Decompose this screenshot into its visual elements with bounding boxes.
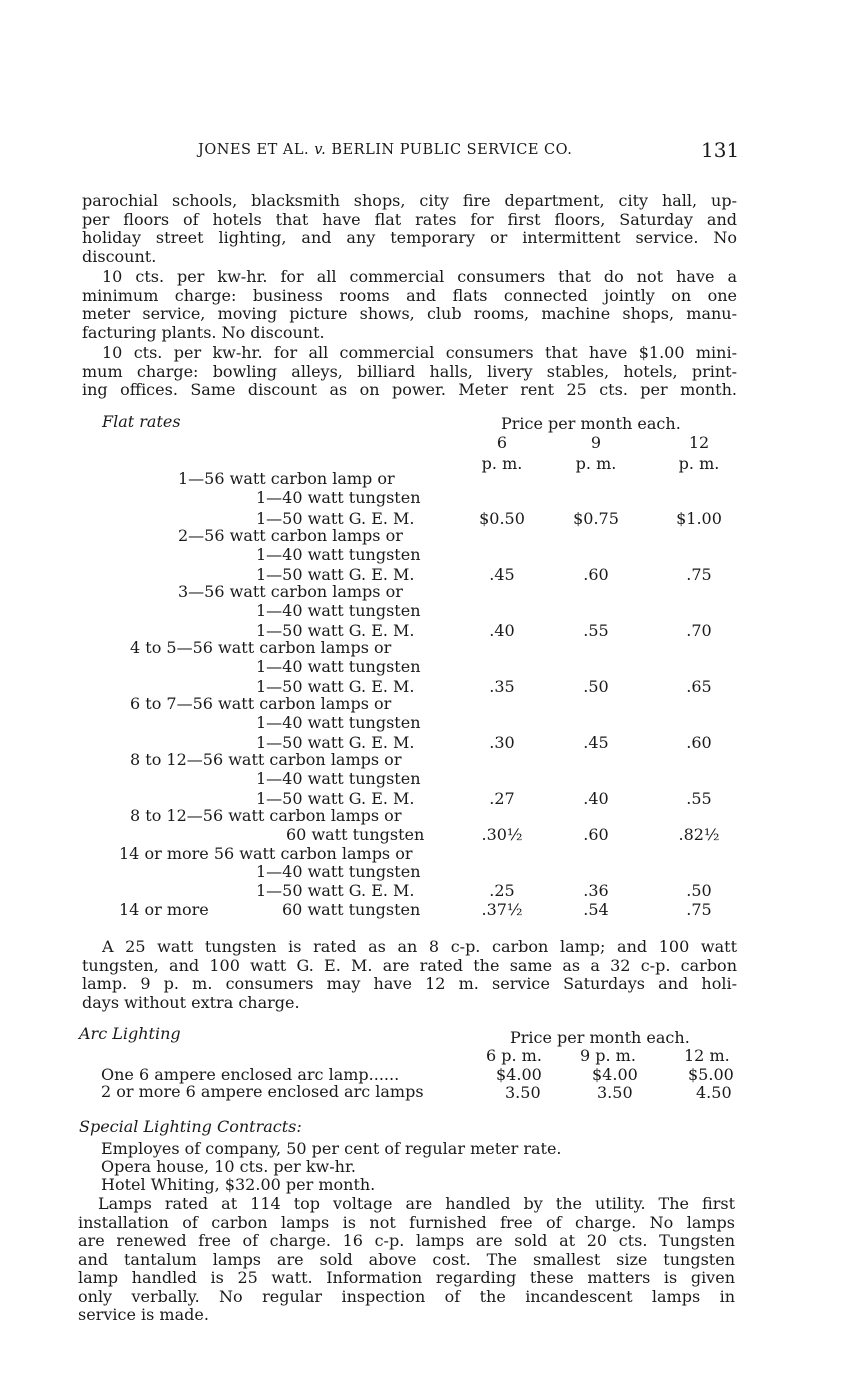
price-cell: $0.50 bbox=[479, 509, 525, 528]
row-label: 1—50 watt G. E. M. bbox=[256, 789, 415, 808]
price-cell: .55 bbox=[583, 621, 609, 640]
price-cell: .45 bbox=[489, 565, 515, 584]
text-line: only verbally. No regular inspection of the incandescent lamps in bbox=[78, 1286, 735, 1306]
price-cell: .40 bbox=[489, 621, 515, 640]
special-item: Opera house, 10 cts. per kw-hr. bbox=[101, 1157, 356, 1176]
col-unit-12: p. m. bbox=[678, 454, 720, 473]
text-line: 10 cts. per kw-hr. for all commercial consumers that have $1.00 mini- bbox=[102, 343, 737, 362]
row-label: 1—56 watt carbon lamp or bbox=[178, 469, 395, 488]
running-title-post: BERLIN PUBLIC SERVICE CO. bbox=[331, 142, 573, 158]
text-line: 10 cts. per kw-hr. for all commercial consumers that do not have a bbox=[102, 267, 737, 286]
price-cell: .54 bbox=[583, 900, 609, 919]
col-hour-9: 9 bbox=[590, 433, 602, 452]
text-line: mum charge: bowling alleys, billiard halls, livery stables, hotels, print- bbox=[82, 361, 737, 381]
text-line: days without extra charge. bbox=[82, 992, 300, 1012]
arc-price-cell: 3.50 bbox=[597, 1083, 633, 1102]
price-cell: $1.00 bbox=[676, 509, 722, 528]
row-label: 1—50 watt G. E. M. bbox=[256, 565, 415, 584]
arc-price-cell: $4.00 bbox=[592, 1065, 638, 1084]
running-header bbox=[198, 142, 572, 158]
price-cell: .35 bbox=[489, 677, 515, 696]
row-label: 1—50 watt G. E. M. bbox=[256, 677, 415, 696]
row-label: 1—40 watt tungsten bbox=[256, 713, 421, 732]
row-label: 60 watt tungsten bbox=[286, 825, 425, 844]
row-label: 60 watt tungsten bbox=[282, 900, 421, 919]
row-label: 1—50 watt G. E. M. bbox=[256, 733, 415, 752]
row-label: 1—50 watt G. E. M. bbox=[256, 621, 415, 640]
row-label: 8 to 12—56 watt carbon lamps or bbox=[130, 750, 402, 769]
row-label: 2—56 watt carbon lamps or bbox=[178, 526, 403, 545]
running-title-pre: JONES ET AL. bbox=[198, 142, 310, 158]
price-cell: .50 bbox=[583, 677, 609, 696]
price-heading: Price per month each. bbox=[501, 414, 681, 433]
row-label: 4 to 5—56 watt carbon lamps or bbox=[130, 638, 392, 657]
text-line: tungsten, and 100 watt G. E. M. are rated the same as a 32 c-p. carbon bbox=[82, 955, 737, 975]
price-cell: .75 bbox=[686, 565, 712, 584]
special-item: Employes of company, 50 per cent of regular meter rate. bbox=[101, 1139, 562, 1158]
text-line: installation of carbon lamps is not furnished free of charge. No lamps bbox=[78, 1212, 735, 1232]
price-cell: .60 bbox=[686, 733, 712, 752]
text-line: service is made. bbox=[78, 1305, 209, 1324]
price-cell: .65 bbox=[686, 677, 712, 696]
text-line: are renewed free of charge. 16 c-p. lamps are sold at 20 cts. Tungsten bbox=[78, 1231, 735, 1250]
price-cell: $0.75 bbox=[573, 509, 619, 528]
row-label: 14 or more bbox=[119, 900, 209, 919]
text-line: lamp handled is 25 watt. Information regarding these matters is given bbox=[78, 1268, 735, 1287]
arc-price-heading: Price per month each. bbox=[510, 1028, 690, 1047]
price-cell: .27 bbox=[489, 789, 515, 808]
price-cell: .75 bbox=[686, 900, 712, 919]
price-cell: .60 bbox=[583, 825, 609, 844]
text-line: A 25 watt tungsten is rated as an 8 c-p. carbon lamp; and 100 watt bbox=[102, 937, 737, 956]
price-cell: .25 bbox=[489, 881, 515, 900]
arc-price-cell: $4.00 bbox=[496, 1065, 542, 1084]
text-line: per floors of hotels that have flat rates for first floors, Saturday and bbox=[82, 209, 737, 229]
row-label: 1—50 watt G. E. M. bbox=[256, 881, 415, 900]
arc-col-12: 12 m. bbox=[684, 1046, 730, 1065]
price-cell: .30 bbox=[489, 733, 515, 752]
special-heading: Special Lighting Contracts: bbox=[79, 1117, 302, 1136]
text-line: holiday street lighting, and any temporary or intermittent service. No bbox=[82, 228, 737, 247]
price-cell: .30½ bbox=[481, 825, 523, 844]
text-line: lamp. 9 p. m. consumers may have 12 m. service Saturdays and holi- bbox=[82, 974, 737, 993]
row-label: 1—40 watt tungsten bbox=[256, 769, 421, 788]
arc-heading: Arc Lighting bbox=[79, 1024, 181, 1043]
col-hour-6: 6 bbox=[496, 433, 508, 452]
page-number: 131 bbox=[701, 138, 740, 162]
paragraph-lamps bbox=[78, 1195, 735, 1325]
price-cell: .60 bbox=[583, 565, 609, 584]
text-line: discount. bbox=[82, 246, 157, 266]
text-line: Lamps rated at 114 top voltage are handled by the utility. The first bbox=[98, 1194, 735, 1213]
arc-col-9: 9 p. m. bbox=[580, 1046, 636, 1065]
arc-price-cell: 3.50 bbox=[505, 1083, 541, 1102]
paragraph-commercial-no-minimum bbox=[82, 268, 737, 342]
row-label: 8 to 12—56 watt carbon lamps or bbox=[130, 806, 402, 825]
col-unit-9: p. m. bbox=[575, 454, 617, 473]
row-label: 1—40 watt tungsten bbox=[256, 657, 421, 676]
arc-row-label: One 6 ampere enclosed arc lamp...... bbox=[101, 1065, 400, 1084]
arc-price-cell: $5.00 bbox=[688, 1065, 734, 1084]
arc-row-label: 2 or more 6 ampere enclosed arc lamps bbox=[101, 1082, 424, 1101]
row-label: 1—40 watt tungsten bbox=[256, 545, 421, 564]
price-cell: .82½ bbox=[678, 825, 720, 844]
paragraph-tungsten-note bbox=[82, 938, 737, 1012]
text-line: and tantalum lamps are sold above cost. The smallest size tungsten bbox=[78, 1249, 735, 1269]
price-cell: .55 bbox=[686, 789, 712, 808]
row-label: 1—50 watt G. E. M. bbox=[256, 509, 415, 528]
special-item: Hotel Whiting, $32.00 per month. bbox=[101, 1175, 376, 1194]
flat-rates-heading: Flat rates bbox=[102, 412, 181, 431]
text-line: meter service, moving picture shows, club rooms, machine shops, manu- bbox=[82, 304, 737, 323]
row-label: 1—40 watt tungsten bbox=[256, 601, 421, 620]
price-cell: .50 bbox=[686, 881, 712, 900]
row-label: 3—56 watt carbon lamps or bbox=[178, 582, 403, 601]
price-cell: .40 bbox=[583, 789, 609, 808]
text-line: minimum charge: business rooms and flats connected jointly on one bbox=[82, 285, 737, 305]
price-cell: .45 bbox=[583, 733, 609, 752]
col-hour-12: 12 bbox=[688, 433, 710, 452]
arc-col-6: 6 p. m. bbox=[486, 1046, 542, 1065]
price-cell: .36 bbox=[583, 881, 609, 900]
price-cell: .70 bbox=[686, 621, 712, 640]
running-title-v: v. bbox=[314, 142, 327, 158]
row-label: 14 or more 56 watt carbon lamps or bbox=[119, 844, 413, 863]
row-label: 6 to 7—56 watt carbon lamps or bbox=[130, 694, 392, 713]
price-cell: .37½ bbox=[481, 900, 523, 919]
paragraph-schools bbox=[82, 192, 737, 266]
text-line: ing offices. Same discount as on power. Meter rent 25 cts. per month. bbox=[82, 380, 737, 399]
paragraph-commercial-minimum bbox=[82, 344, 737, 400]
col-unit-6: p. m. bbox=[481, 454, 523, 473]
text-line: facturing plants. No discount. bbox=[82, 322, 325, 342]
row-label: 1—40 watt tungsten bbox=[256, 488, 421, 507]
text-line: parochial schools, blacksmith shops, city fire department, city hall, up- bbox=[82, 191, 737, 210]
row-label: 1—40 watt tungsten bbox=[256, 862, 421, 881]
arc-price-cell: 4.50 bbox=[696, 1083, 732, 1102]
